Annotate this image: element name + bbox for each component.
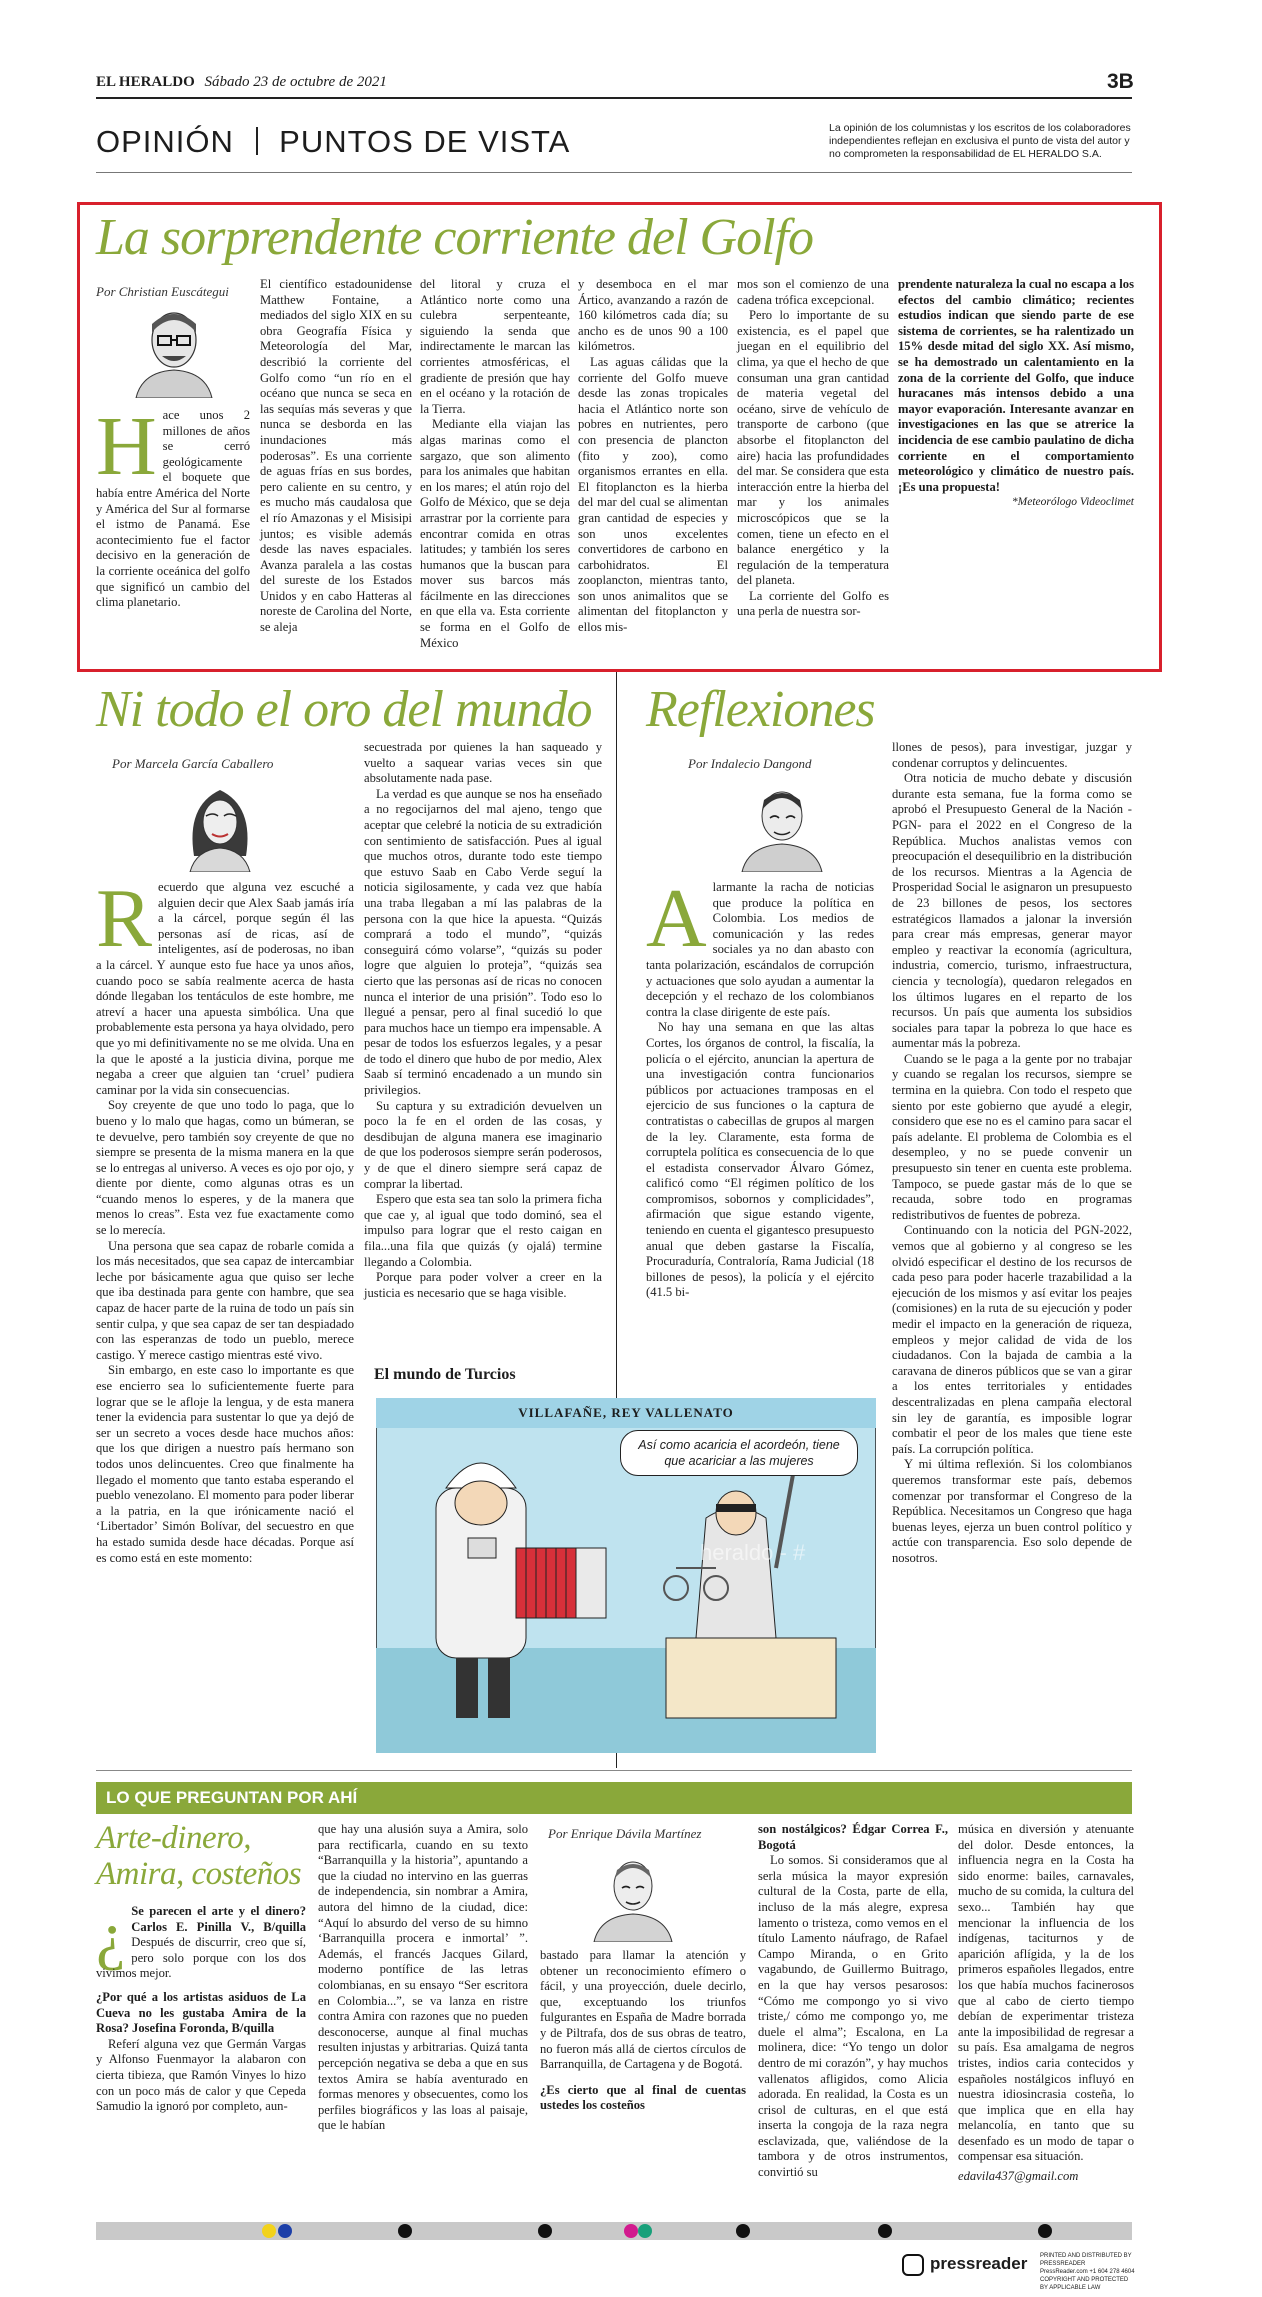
golfo-signature: *Meteorólogo Videoclimet [1011, 496, 1134, 509]
reflexiones-text-2: llones de pesos), para investigar, juzgar y condenar corruptos y delincuentes. [892, 740, 1132, 770]
oro-text-1c: Una persona que sea capaz de robarle comida a los más necesitados, que sea capaz de intercambiar leche por básicamente agua que quiso ser leche que iba destinada para gente con hambre, que sea capaz de hacer parte de la ruina de todo un país sin sentir culpa, y que sea capaz de ser tan despiadado con las esperanzas de todo un pueblo, merece castigo. Y merece castigo mientras esté vivo. [96, 1238, 354, 1362]
preguntan-answer-2: Referí alguna vez que Germán Vargas y Alfonso Fuenmayor la alabaron con cierta tibieza, que Ramón Vinyes lo hizo con un poco más de calor y que Cepeda Samudio la ignoró por completo, aun- [96, 2036, 306, 2114]
reflexiones-text-1b: No hay una semana en que las altas Cortes, los órganos de control, la fiscalía, la policía o el ejército, anuncian la apertura de una investigación contra funcionarios públicos por actuaciones tramposas en el ejercicio de sus funciones o la captura de contratistas o cabecillas de grupos al margen de la ley. Claramente, esta forma de corruptela política es consecuencia de lo que el estadista conservador Álvaro Gómez, calificó como “El régimen político de los compromisos, sobornos y complicidades”, afirmación que sigue estando vigente, teniendo en cuenta el gigantesco presupuesto anual que deben gastarse la Fiscalía, Procuraduría, Contraloría, Rama Judicial (18 billones de pesos), la policía y el ejército (41.5 bi- [646, 1020, 874, 1300]
registration-blue-dot [278, 2224, 292, 2238]
reflexiones-column-1 [646, 872, 874, 1301]
preguntan-text-5: música en diversión y atenuante del dolor. Desde entonces, la influencia negra en la Costa ha sido enorme: bailes, carnavales, mucho de su comida, la cultura del sexo... También hay que mencionar la influencia de los indígenas, taciturnos y de aparición aflígida, y la de los primeros españoles llegados, entre los que había muchos facinerosos que al cabo de cierto tiempo debían de experimentar tristeza ante la imposibilidad de regresar a su país. Esa amalgama de negros tristes, indios caria contecidos y españoles nostálgicos influyó en nuestra idiosincrasia costeña, lo que implica que en ella hay melancolía, en tanto que su desenfado es un modo de tapar o compensar esa situación. [958, 1822, 1134, 2164]
golfo-text-5b: Pero lo importante de su existencia, es el papel que juegan en el equilibrio del clima, ya que el hecho de que consuman una gran cantidad de materia vegetal del océano, sirve de vehículo de transporte de carbono (que absorbe el fitoplancton del aire) hacia las profundidades del mar. Se considera que esta interacción entre la hierba del mar y los animales microscópicos que se la comen, tiene un efecto en el balance energético y la regulación de la temperatura del planeta. [737, 308, 889, 588]
oro-dropcap: R [96, 872, 153, 965]
masthead-rule [96, 97, 1132, 99]
golfo-text-3: del litoral y cruza el Atlántico norte como una culebra serpenteante, siguiendo la senda que indirectamente le marcan las corrientes atmosféricas, el gradiente de presión que hay en el océano y la rotación de la Tierra. [420, 277, 570, 416]
reflexiones-text-1: larmante la racha de noticias que produce la política en Colombia. Los medios de comunicación y las redes sociales ya no dan abasto con tanta polarización, escándalos de corrupción y actuaciones que solo ayudan a aumentar la decepción y el rechazo de los colombianos contra la clase dirigente de este país. [646, 880, 874, 1019]
oro-text-1: ecuerdo que alguna vez escuché a alguien decir que Alex Saab jamás iría a la cárcel, porque según él las personas así de ricas, así de inteligentes, así de poderosas, no iban a la cárcel. Y aunque esto fue hace ya unos años, cuando poco se sabía realmente acerca de hasta dónde llegaban los tentáculos de este hombre, me atreví a hacer una apuesta simbólica. Una que probablemente esta persona ya haya olvidado, pero que yo mi definitivamente no se me olvida. Una en la que le aposté a la justicia divina, porque me negaba a creer que alguien tan ‘cruel’ pudiera caminar por la vida sin consecuencias. [96, 880, 354, 1097]
issue-date: Sábado 23 de octubre de 2021 [204, 74, 387, 90]
oro-text-1d: Sin embargo, en este caso lo importante es que ese encierro sea lo suficientemente fuerte para lograr que se le afloje la lengua, y de esta manera tener la evidencia para sustentar lo que ya dejó de ser un secreto a voces desde hace muchos años: que los que dirigen a nuestro país hermano son todos unos delincuentes. Creo que finalmente ha llegado el momento que tanto estaba esperando el pueblo venezolano. El momento para poder liberar a la patria, en la que irónicamente nació el ‘Libertador’ Simón Bolívar, del secuestro en que ha estado sumida desde hace décadas. Porque así es como está en este momento: [96, 1363, 354, 1565]
golfo-text-4b: Las aguas cálidas que la corriente del Golfo mueve desde las zonas tropicales hacia el Atlántico norte son pobres en nutrientes, pero con presencia de plancton (fito y zoo), como organismos errantes en ella. El fitoplancton es la hierba del mar del cual se alimentan gran cantidad de especies y son unos excelentes convertidores de carbono en carbohidratos. El zooplancton, mientras tanto, son unos animalitos que se alimentan del fitoplancton y ellos mis- [578, 354, 728, 635]
registration-black-dot-3 [736, 2224, 750, 2238]
registration-black-dot-5 [1038, 2224, 1052, 2238]
preguntan-question-3b: son nostálgicos? Édgar Correa F., Bogotá [758, 1822, 948, 1852]
oro-text-2e: Porque para poder volver a creer en la justicia es necesario que se haga visible. [364, 1270, 602, 1300]
reflexiones-text-2e: Y mi última reflexión. Si los colombianos queremos transformar este país, debemos comenzar por transformar el Congreso de la República. Necesitamos un Congreso que haga buenas leyes, ejerza un buen control político y actúe con transparencia. Eso solo depende de nosotros. [892, 1457, 1132, 1565]
pressreader-footer [902, 2250, 1135, 2291]
golfo-dropcap: H [96, 400, 157, 493]
disclaimer: La opinión de los columnistas y los escritos de los colaboradores independientes reflejan en exclusiva el punto de vista del autor y no comprometen la responsabilidad de EL HERALDO S.A. [829, 122, 1131, 160]
oro-column-2 [364, 740, 602, 1301]
oro-author-portrait [176, 776, 264, 872]
preguntan-column-2 [318, 1822, 528, 2134]
bottom-section-rule [96, 1770, 1132, 1771]
print-color-bar [96, 2222, 1132, 2240]
reflexiones-text-2d: Continuando con la noticia del PGN-2022, vemos que al gobierno y al congreso se les olvidó especificar el destino de los recursos de cada peso para poder hacerle trazabilidad a la ejecución de los mismos y así evitar los peajes (comisiones) en la ruta de su ejecución y poder medir el impacto en la generación de riqueza, empleos y mejor calidad de vida de los ciudadanos. Con la bajada de cambia a la caravana de dineros públicos que se van a girar a los entes territoriales y entidades descentralizadas en plena campaña electoral sin ley de garantía, es imposible lograr combatir el peor de los males que tiene este país. La corrupción política. [892, 1223, 1132, 1456]
preguntan-text-4: Lo somos. Si consideramos que al serla música la mayor expresión cultural de la Costa, parte de ella, incluso de la más alegre, expresa lamento o tristeza, como vemos en el título Lamento náufrago, de Rafael Campo Miranda, o en Grito vagabundo, de Guillermo Buitrago, en la que hay versos pesarosos: “Cómo me compongo yo si vivo triste,/ cómo me compongo yo, me duele el alma”; Escalona, en La molinera, dice: “Yo tengo un dolor dentro de mi corazón”, y hay muchos vallenatos afligidos, como Alicia adorada. En realidad, la Costa es un crisol de culturas, en el que está inserta la congoja de la raza negra esclavizada, que, valiéndose de la tambora y de otros instrumentos, convirtió su [758, 1853, 948, 2180]
reflexiones-headline: Reflexiones [646, 681, 875, 738]
oro-byline: Por Marcela García Caballero [112, 756, 274, 771]
preguntan-question-1: Se parecen el arte y el dinero? Carlos E. Pinilla V., B/quilla [131, 1904, 306, 1934]
preguntan-column-1 [96, 1899, 306, 2115]
preguntan-title-line2: Amira, costeños [96, 1856, 302, 1892]
section-title: OPINIÓN [96, 124, 234, 159]
golfo-text-2: El científico estadounidense Matthew Fontaine, a mediados del siglo XIX en su obra Geografía Física y Meteorología del Mar, describió la corriente del Golfo como “un río en el océano que nunca se seca en las sequías más severas y que nunca se desborda en las inundaciones más poderosas”. Es una corriente de aguas frías en sus bordes, pero caliente en su centro, y es mucho más caudalosa que el río Amazonas y el Misisipi juntos; es visible además desde las naves espaciales. Avanza paralela a las costas del sureste de los Estados Unidos y en cabo Hatteras al noreste de Carolina del Norte, se aleja [260, 277, 412, 635]
cartoon-banner: VILLAFAÑE, REY VALLENATO [518, 1405, 734, 1420]
preguntan-bar: LO QUE PREGUNTAN POR AHÍ [96, 1782, 1132, 1814]
registration-black-dot-4 [878, 2224, 892, 2238]
section-rule [96, 172, 1132, 173]
preguntan-column-3 [540, 1948, 746, 2114]
section-divider [256, 127, 258, 155]
reflexiones-dropcap: A [646, 872, 707, 965]
golfo-text-1: ace unos 2 millones de años se cerró geológicamente el boquete que había entre América del Norte y América del Sur al formarse el istmo de Panamá. Ese acontecimiento fue el factor decisivo en la generación de la corriente oceánica del golfo que significó un cambio del clima planetario. [96, 408, 250, 610]
registration-green-dot [638, 2224, 652, 2238]
legal-line-3: COPYRIGHT AND PROTECTED BY APPLICABLE LAW [1040, 2277, 1129, 2291]
preguntan-answer-1: Después de discurrir, creo que sí, pero solo porque con los dos vivimos mejor. [96, 1935, 306, 1981]
oro-headline: Ni todo el oro del mundo [96, 681, 592, 738]
reflexiones-text-2b: Otra noticia de mucho debate y discusión durante esta semana, fue la forma como se aprobó el Presupuesto General de la Nación -PGN- para el 2022 en el Congreso de la República. Muchos analistas vemos con preocupación el desequilibrio en la distribución de los recursos. Mientras a la Agencia de Prosperidad Social le asignaron un presupuesto de 23 billones de pesos, los sectores estratégicos llamados a jalonar la inversión para crear más empresas, generar mayor empleo y reactivar la economía (agricultura, industria, comercio, turismo, infraestructura, ciencia y tecnología), quedaron relegados en los últimos lugares en el reparto de los recursos. Un país que aumenta los subsidios sociales para tapar la pobreza lo que hace es aumentar más la pobreza. [892, 771, 1132, 1051]
preguntan-text-3: bastado para llamar la atención y obtener un reconocimiento efímero o fácil, y una proyección, duele decirlo, que, exceptuando los triunfos fulgurantes en España de Madre borrada y de Piltrafa, dos de sus obras de teatro, no fueron más allá de ciertos círculos de Barranquilla, de Cartagena y de Bogotá. [540, 1948, 746, 2072]
golfo-column-4 [578, 277, 728, 636]
preguntan-dropcap: ¿ [96, 1899, 126, 1972]
reflexiones-byline: Por Indalecio Dangond [688, 756, 812, 771]
oro-column-1 [96, 872, 354, 1566]
oro-text-1b: Soy creyente de que uno todo lo paga, que lo bueno y lo malo que hagas, como un búmeran, se te devuelve, pero también soy creyente de que no siempre se presenta de la misma manera en la que se lo entregas al universo. A veces es ojo por ojo, y diente por diente, como algunas otras es un “cuando menos lo esperes, y de la manera que menos lo creas”. Esta vez fue exactamente como se lo merecía. [96, 1098, 354, 1238]
preguntan-headline [96, 1820, 301, 1892]
preguntan-title-line1: Arte-dinero, [96, 1820, 251, 1856]
masthead-line [96, 74, 387, 91]
subsection-title: PUNTOS DE VISTA [279, 124, 571, 159]
preguntan-byline: Por Enrique Dávila Martínez [548, 1826, 702, 1841]
preguntan-question-2: ¿Por qué a los artistas asiduos de La Cueva no les gustaba Amira de la Rosa? Josefina Forondа, B/quilla [96, 1989, 306, 2036]
preguntan-question-3: ¿Es cierto que al final de cuentas ustedes los costeños [540, 2082, 746, 2113]
registration-black-dot-1 [398, 2224, 412, 2238]
golfo-text-5: mos son el comienzo de una cadena trófica excepcional. [737, 277, 889, 307]
golfo-text-5c: La corriente del Golfo es una perla de nuestra sor- [737, 588, 889, 619]
reflexiones-column-2 [892, 740, 1132, 1566]
oro-text-2d: Espero que esta sea tan solo la primera ficha que cae y, al igual que todo dominó, sea el impulso para lograr que el resto caigan en fila...una fila que quizás (y ojalá) termine llegando a Colombia. [364, 1192, 602, 1269]
golfo-column-5 [737, 277, 889, 620]
preguntan-author-portrait [588, 1846, 678, 1942]
legal-line-1: PRINTED AND DISTRIBUTED BY PRESSREADER [1040, 2253, 1132, 2267]
legal-line-2: PressReader.com +1 604 278 4604 [1040, 2269, 1135, 2275]
golfo-column-2 [260, 277, 412, 636]
reflexiones-author-portrait [736, 776, 828, 872]
section-header [96, 124, 570, 160]
registration-yellow-dot [262, 2224, 276, 2238]
oro-text-2b: La verdad es que aunque se nos ha enseñado a no regocijarnos del mal ajeno, tengo que aceptar que celebré la noticia de su extradición con sentimiento de satisfacción. Pues al igual que muchos otros, durante todo este tiempo que estuvo Saab en Cabo Verde seguí la noticia sigilosamente, y cada vez que había una traba llegaban a mí las palabras de la persona con la que hice la apuesta. “Quizás comprará a todo el mundo”, “quizás conseguirá cómo volarse”, “quizás su poder logre que alguien lo proteja”, “quizás sea cierto que las personas así de ricas no conocen nunca el interior de una prisión”. Todo eso lo llegué a pensar, pero al final sucedió lo que para muchos hace un tiempo era impensable. A pesar de todos los esfuerzos legales, y a pesar de todo el dinero que hubo de por medio, Alex Saab sí terminó encadenado a un mundo sin privilegios. [364, 786, 602, 1098]
pressreader-brand: pressreader [930, 2254, 1028, 2273]
registration-black-dot-2 [538, 2224, 552, 2238]
golfo-text-4: y desemboca en el mar Ártico, avanzando a razón de 160 kilómetros cada día; su ancho es de unos 90 a 100 kilómetros. [578, 277, 728, 354]
golfo-text-3b: Mediante ella viajan las algas marinas como el sargazo, que son alimento para los animales que habitan en los mares; el atún rojo del Golfo de México, que se deja arrastrar por la corriente para encontrar comida en otras latitudes; y también los seres humanos que la buscan para mover sus barcos más fácilmente en las direcciones en que ella va. Esta corriente se forma en el Golfo de México [420, 417, 570, 650]
golfo-text-6: prendente naturaleza la cual no escapa a los efectos del cambio climático; recientes estudios indican que siendo parte de ese sistema de corrientes, se ha ralentizado un 15% desde mitad del siglo XX. Así mismo, se ha demostrado un calentamiento en la zona de la corriente del Golfo, que induce huracanes más intensos debido a una mayor evaporación. Interesante avanzar en investigaciones en las que se atrerice la incidencia de ese cambio paulatino de dicha corriente en el comportamiento meteorológico y climático de nuestro país. ¡Es una propuesta! [898, 277, 1134, 494]
author-email[interactable]: edavila437@gmail.com [958, 2169, 1079, 2184]
golfo-byline: Por Christian Euscátegui [96, 284, 229, 299]
pressreader-legal [1040, 2252, 1136, 2292]
oro-text-2: secuestrada por quienes la han saqueado y vuelto a saquear varias veces sin que absolutamente nada pase. [364, 740, 602, 786]
golfo-author-portrait [128, 302, 220, 398]
page-number: 3B [1107, 70, 1134, 93]
preguntan-column-5 [958, 1822, 1134, 2185]
reflexiones-text-2c: Cuando se le paga a la gente por no trabajar y cuando se regalan los recursos, siempre se termina en la quiebra. Con todo el respeto que siento por este gobierno que ayudé a elegir, considero que ese no es el camino para sacar el país adelante. El problema de Colombia es el desempleo, y no se puede convenir un presupuesto sin tener en cuenta este problema. Tampoco, se puede gastar más de lo que se recauda, sobre todo en programas redistributivos de fuentes de pobreza. [892, 1051, 1132, 1222]
cartoon-label: El mundo de Turcios [374, 1366, 516, 1383]
preguntan-text-2: que hay una alusión suya a Amira, solo para rectificarla, cuando en su texto “Barranquilla y la historia”, apuntando a que la ciudad no intervino en las guerras de independencia, sin nombrar a Amira, autora del himno de la ciudad, dice: “Aquí lo absurdo del verso de su himno ‘Barranquilla procera e inmortal’ ”. Además, el francés Jacques Gilard, moderno pontífice de las letras colombianas, en su ensayo “Ser escritora en Colombia...”, se va lanza en ristre contra Amira con razones que no pueden desconocerse, aunque al final muchas resulten injustas y arbitrarias. Quizá tanta percepción negativa se deba a que en sus textos Amira se había aventurado en formas menores y obsecuentes, como los perfiles biográficos y las loas al paisaje, que le habían [318, 1822, 528, 2133]
oro-text-2c: Su captura y su extradición devuelven un poco la fe en el orden de las cosas, y desdibujan de alguna manera ese imaginario de que los poderosos siempre serán poderosos, y de que el dinero siempre será capaz de comprar la libertad. [364, 1098, 602, 1191]
registration-magenta-dot [624, 2224, 638, 2238]
preguntan-column-4 [758, 1822, 948, 2181]
golfo-column-6 [898, 277, 1134, 511]
paper-name: EL HERALDO [96, 74, 195, 90]
golfo-column-1 [96, 400, 250, 611]
golfo-headline: La sorprendente corriente del Golfo [96, 209, 813, 266]
cartoon-watermark: heraldo - # [700, 1540, 806, 1565]
golfo-column-3 [420, 277, 570, 651]
pressreader-logo-icon [902, 2254, 924, 2276]
cartoon-speech-bubble: Así como acaricia el acordeón, tiene que acariciar a las mujeres [620, 1430, 858, 1476]
